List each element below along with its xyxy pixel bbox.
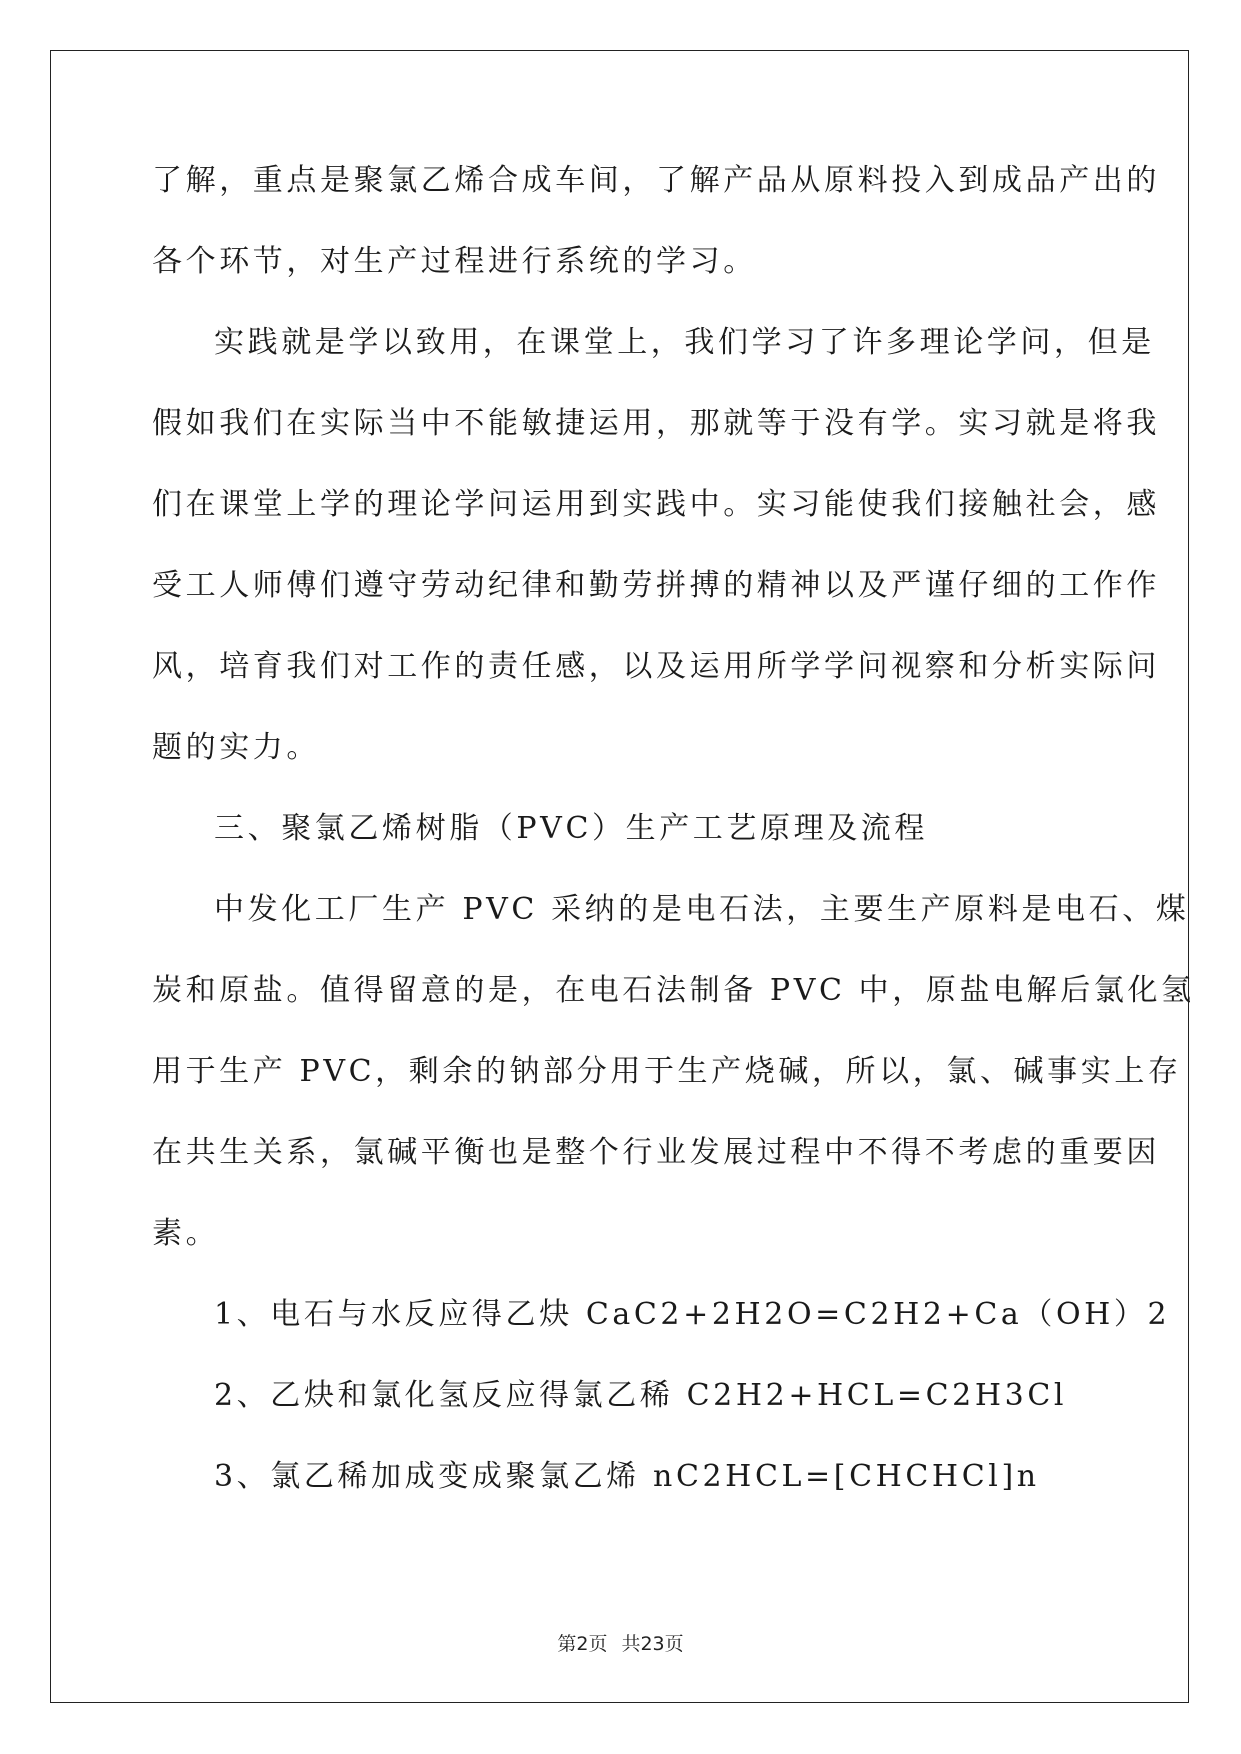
reaction-step-3: 3、氯乙稀加成变成聚氯乙烯 nC2HCL=[CHCHCl]n [214,1459,1040,1494]
text-line: 了解，重点是聚氯乙烯合成车间，了解产品从原料投入到成品产出的 [152,163,1160,198]
text-line: 各个环节，对生产过程进行系统的学习。 [152,244,757,279]
reaction-step-2: 2、乙炔和氯化氢反应得氯乙稀 C2H2+HCL=C2H3Cl [214,1378,1068,1413]
text-line: 题的实力。 [152,730,320,765]
page-unit: 页 [588,1633,608,1655]
text-line: 风，培育我们对工作的责任感，以及运用所学学问视察和分析实际问 [152,649,1160,684]
paragraph-start: 中发化工厂生产 PVC 采纳的是电石法，主要生产原料是电石、煤 [214,892,1190,927]
total-label: 共 [621,1633,641,1655]
text-line: 们在课堂上学的理论学问运用到实践中。实习能使我们接触社会，感 [152,487,1160,522]
reaction-step-1: 1、电石与水反应得乙炔 CaC2+2H2O=C2H2+Ca（OH）2 [214,1297,1171,1332]
document-body [152,140,1195,1517]
page-footer [0,1632,1241,1656]
text-line: 素。 [152,1216,220,1251]
paragraph-start: 实践就是学以致用，在课堂上，我们学习了许多理论学问，但是 [214,325,1155,360]
page-current: 2 [576,1633,589,1655]
text-line: 在共生关系，氯碱平衡也是整个行业发展过程中不得不考虑的重要因 [152,1135,1160,1170]
text-line: 炭和原盐。值得留意的是，在电石法制备 PVC 中，原盐电解后氯化氢 [152,973,1195,1008]
text-line: 用于生产 PVC，剩余的钠部分用于生产烧碱，所以，氯、碱事实上存 [152,1054,1182,1089]
text-line: 受工人师傅们遵守劳动纪律和勤劳拼搏的精神以及严谨仔细的工作作 [152,568,1160,603]
section-heading: 三、聚氯乙烯树脂（PVC）生产工艺原理及流程 [214,811,929,846]
total-unit: 页 [664,1633,684,1655]
page-total: 23 [640,1633,665,1655]
page-label: 第 [557,1633,577,1655]
text-line: 假如我们在实际当中不能敏捷运用，那就等于没有学。实习就是将我 [152,406,1160,441]
